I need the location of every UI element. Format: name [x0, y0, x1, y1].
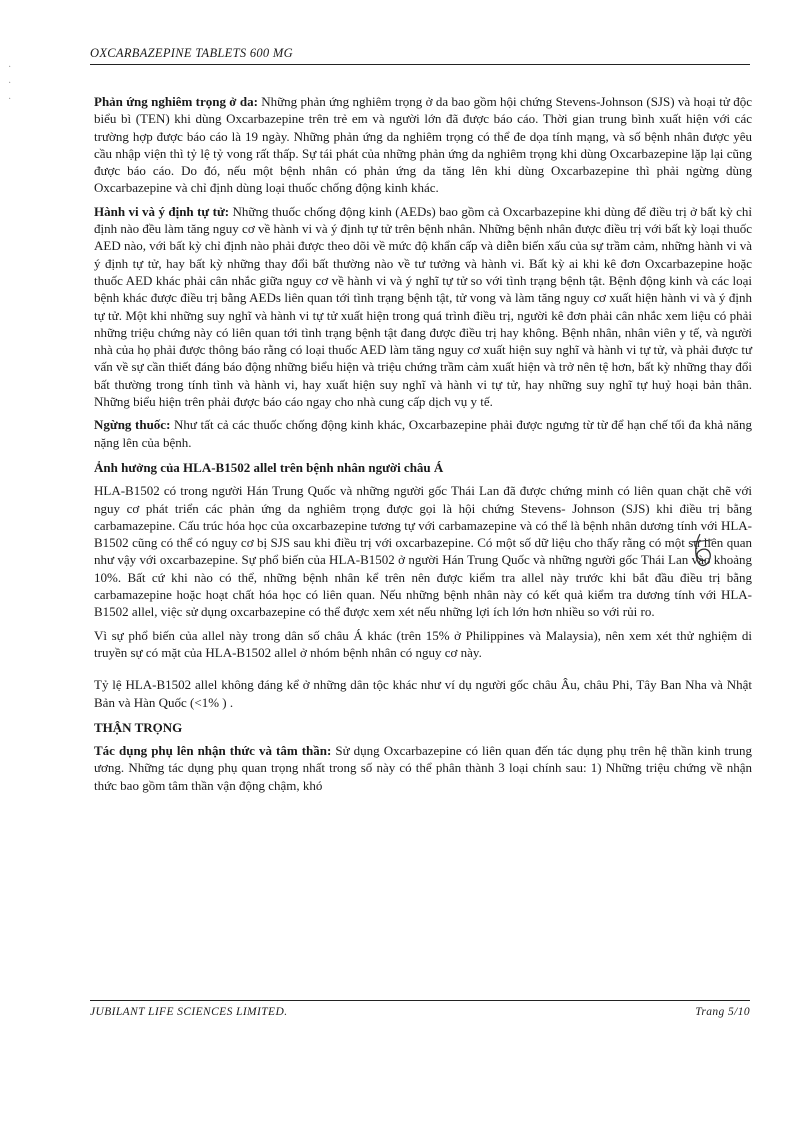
heading-hla: Ảnh hưởng của HLA-B1502 allel trên bệnh nhân người châu Á	[94, 459, 444, 475]
paragraph-cognitive-effects	[94, 742, 752, 794]
paragraph-hla-3: Tỷ lệ HLA-B1502 allel không đáng kể ở những dân tộc khác như ví dụ người gốc châu Âu, châu Phi, Tây Ban Nha và Nhật Bản và Hàn Quốc (<1% ) .	[94, 677, 752, 710]
heading-suicidal-behavior: Hành vi và ý định tự tử:	[94, 203, 230, 219]
text-skin-reactions: Những phản ứng nghiêm trọng ở da bao gồm hội chứng Stevens-Johnson (SJS) và hoại tử độc biểu bì (TEN) khi dùng Oxcarbazepine trên trẻ em và người lớn đã được báo cáo. Thời gian trung bình xuất hiện với các trường hợp được báo cáo là 19 ngày. Những phản ứng da nghiêm trọng có thể đe dọa tính mạng, và số bệnh nhân được yêu cầu nhập viện thì tỷ lệ tỷ vong rất thấp. Sự tái phát của những phản ứng da nghiêm trọng khi dùng Oxcarbazepine lặp lại cũng được báo cáo. Do đó, nếu một bệnh nhân có phản ứng da tăng lên khi dùng Oxcarbazepine thì phải ngừng dùng Oxcarbazepine và chỉ định dùng loại thuốc chống động kinh khác.	[94, 94, 752, 196]
text-suicidal-behavior: Những thuốc chống động kinh (AEDs) bao gồm cả Oxcarbazepine khi dùng để điều trị ở bất kỳ chỉ định nào đều làm tăng nguy cơ về hành vi và ý định tự tử trên bệnh nhân. Những bệnh nhân được điều trị với bất kỳ loại thuốc AED nào, với bất kỳ chỉ định nào phải được theo dõi về mức độ khẩn cấp và diễn biến xấu của sự trầm cảm, những hành vi và ý định tự tử, hay bất kỳ những thay đổi bất thường nào về tư tưởng và hành vi. Bất kỳ ai khi kê đơn Oxcarbazepine hoặc thuốc AED khác phải cân nhắc giữa nguy cơ về hành vi và ý nghĩ tự tử so với tình trạng bệnh tật. Bệnh động kinh và các loại bệnh khác được điều trị bằng AEDs liên quan tới tình trạng bệnh tật, tử vong và làm tăng nguy cơ xuất hiện hành vi và ý định tự tử. Một khi những suy nghĩ và hành vi tự tử xuất hiện trong quá trình điều trị, người kê đơn phải cân nhắc xem liệu có phải những triệu chứng này có liên quan tới tình trạng bệnh tật đang được điều trị hay không. Bệnh nhân, nhân viên y tế, và người nhà của họ phải được thông báo rằng có loại thuốc AED làm tăng nguy cơ xuất hiện suy nghĩ và hành vi tự tử, và phải được tư vấn về sự cần thiết đáng báo động những biểu hiện và triệu chứng trầm cảm xuất hiện và trở nên tệ hơn, bất kỳ những thay đổi bất thường trong tính tình và hành vi, hay xuất hiện suy nghĩ và hành vi tự tử, hay những suy nghĩ tự huỷ hoại bản thân. Những biểu hiện trên phải được báo cáo ngay cho nhà cung cấp dịch vụ y tế.	[94, 203, 752, 410]
footer-page-number: Trang 5/10	[695, 1006, 750, 1018]
heading-caution: THẬN TRỌNG	[94, 719, 183, 735]
text-withdrawal: Như tất cả các thuốc chống động kinh khác, Oxcarbazepine phải được ngưng từ từ để hạn chế tối đa khả năng nặng lên của bệnh.	[94, 417, 753, 450]
document-body	[94, 93, 752, 800]
paragraph-suicidal-behavior	[94, 203, 752, 411]
scan-marks: · · ·	[8, 62, 12, 105]
footer-company: JUBILANT LIFE SCIENCES LIMITED.	[90, 1006, 288, 1018]
heading-cognitive-effects: Tác dụng phụ lên nhận thức và tâm thần:	[94, 743, 332, 759]
paragraph-hla-2: Vì sự phổ biến của allel này trong dân số châu Á khác (trên 15% ở Philippines và Malaysia), nên xem xét thử nghiệm di truyền sự có mặt của HLA-B1502 allel ở nhóm bệnh nhân có nguy cơ này.	[94, 627, 752, 660]
signature-mark	[686, 532, 720, 572]
paragraph-hla-1: HLA-B1502 có trong người Hán Trung Quốc và những người gốc Thái Lan đã được chứng minh có liên quan chặt chẽ với nguy cơ phát triển các phản ứng da nghiêm trọng được gọi là hội chứng Stevens- Johnson (SJS) khi điều trị bằng carbamazepine. Cấu trúc hóa học của oxcarbazepine tương tự với carbamazepine và có thể là bệnh nhân dương tính với HLA-B1502 cũng có thể có nguy cơ bị SJS sau khi điều trị với oxcarbazepine. Có một số dữ liệu cho thấy rằng có một sự liên quan như vậy với oxcarbazepine. Sự phổ biến của HLA-B1502 ở người Hán Trung Quốc và những người gốc Thái Lan vào khoảng 10%. Bất cứ khi nào có thể, những bệnh nhân kể trên nên được kiểm tra allel này trước khi bắt đầu điều trị bằng carbamazepine hoặc hoạt chất hóa học có liên quan. Nếu những bệnh nhân này có kết quả kiểm tra dương tính với HLA-B1502 allel, việc sử dụng oxcarbazepine có thể được xem xét nếu những lợi ích lớn hơn nhiều so với rủi ro.	[94, 483, 752, 620]
page-header: OXCARBAZEPINE TABLETS 600 MG	[90, 46, 750, 65]
paragraph-withdrawal	[94, 416, 752, 451]
page-footer	[90, 1000, 750, 1018]
paragraph-skin-reactions	[94, 93, 752, 197]
heading-withdrawal: Ngừng thuốc:	[94, 417, 171, 433]
text-cognitive-effects: Sử dụng Oxcarbazepine có liên quan đến tác dụng phụ trên hệ thần kinh trung ương. Những tác dụng phụ quan trọng nhất trong số này có thể phân thành 3 loại chính sau: 1) Những triệu chứng về nhận thức bao gồm tâm thần vận động chậm, khó	[94, 743, 752, 793]
heading-skin-reactions: Phản ứng nghiêm trọng ở da:	[94, 94, 258, 109]
